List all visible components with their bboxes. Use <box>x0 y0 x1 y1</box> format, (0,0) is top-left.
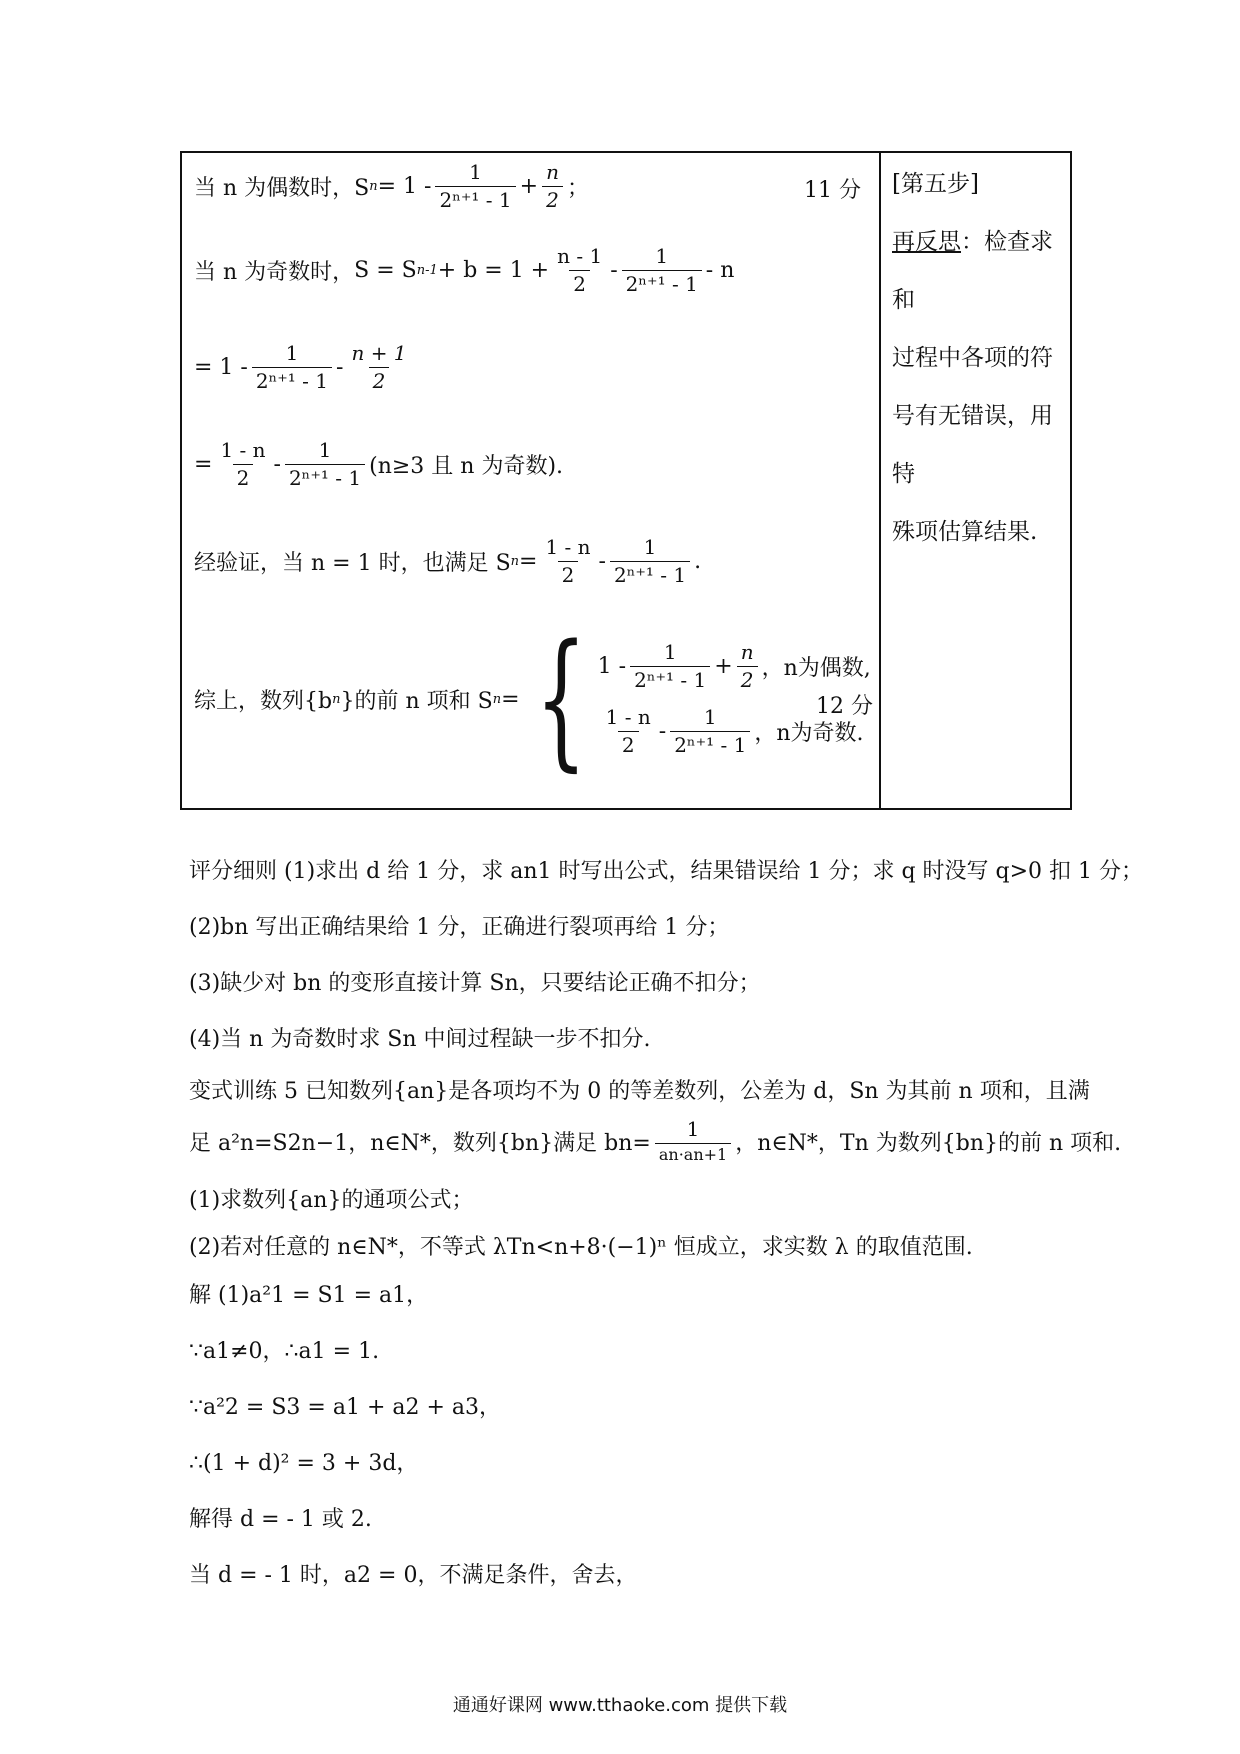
score-11: 11 分 <box>804 178 861 203</box>
score-12: 12 分 <box>816 694 873 719</box>
solution-line-6: 当 d = - 1 时，a2 = 0，不满足条件，舍去， <box>189 1563 638 1588</box>
question-2: (2)若对任意的 n∈N*，不等式 λTn<n+8·(−1)ⁿ 恒成立，求实数 λ 的取值范围. <box>189 1235 973 1260</box>
row1-prefix: 当 n 为偶数时，S <box>194 176 370 201</box>
left-brace-icon: { <box>534 613 587 785</box>
solution-table <box>180 151 1072 810</box>
fraction: $\frac{1}{\text{2ⁿ⁺¹ - 1}}$ <box>252 342 332 393</box>
row-verify: 经验证，当 n = 1 时，也满足 S n = $\frac{1 - n}{2}$ - $\frac{1}{\text{2ⁿ⁺¹ - 1}}$ . <box>194 535 702 587</box>
fraction: $\frac{n + 1}{2}$ <box>351 341 407 393</box>
row-step4: = $\frac{1 - n}{2}$ - $\frac{1}{\text{2ⁿ⁺¹ - 1}}$ (n≥3 且 n 为奇数). <box>194 438 564 490</box>
case-odd: $\frac{1 - n}{2}$ - $\frac{1}{\text{2ⁿ⁺¹ - 1}}$ ，n为奇数. <box>605 705 864 757</box>
grading-line-1: 评分细则 (1)求出 d 给 1 分，求 an1 时写出公式，结果错误给 1 分；求 q 时没写 q>0 扣 1 分； <box>189 859 1144 884</box>
footer-watermark[interactable]: 通通好课网 www.tthaoke.com 提供下载 <box>452 1695 788 1716</box>
solution-line-3: ∵a²2 = S3 = a1 + a2 + a3， <box>189 1395 502 1420</box>
grading-line-2: (2)bn 写出正确结果给 1 分，正确进行裂项再给 1 分； <box>189 915 730 940</box>
fraction: $\frac{1}{\text{2ⁿ⁺¹ - 1}}$ <box>285 439 365 490</box>
exercise-line-1: 变式训练 5 已知数列{an}是各项均不为 0 的等差数列，公差为 d，Sn 为其前 n 项和，且满 <box>189 1079 1090 1104</box>
grading-line-3: (3)缺少对 bn 的变形直接计算 Sn，只要结论正确不扣分； <box>189 971 761 996</box>
fraction: $\frac{1}{an\cdot an+1}$ <box>655 1118 731 1164</box>
fraction: $\frac{n}{2}$ <box>542 161 563 212</box>
grading-line-4: (4)当 n 为奇数时求 Sn 中间过程缺一步不扣分. <box>189 1027 651 1052</box>
solution-line-5: 解得 d = - 1 或 2. <box>189 1507 372 1532</box>
question-1: (1)求数列{an}的通项公式； <box>189 1188 474 1213</box>
table-divider <box>879 153 881 808</box>
fraction: $\frac{1}{\text{2ⁿ⁺¹ - 1}}$ <box>435 161 515 212</box>
fraction: $\frac{1}{\text{2ⁿ⁺¹ - 1}}$ <box>610 536 690 587</box>
row-step3: = 1 - $\frac{1}{\text{2ⁿ⁺¹ - 1}}$ - $\frac{n + 1}{2}$ <box>194 342 415 393</box>
case-even: 1 - $\frac{1}{\text{2ⁿ⁺¹ - 1}}$ + $\frac{n}{2}$ ，n为偶数, <box>597 640 871 692</box>
row-even: 当 n 为偶数时，S n = 1 - $\frac{1}{\text{2ⁿ⁺¹ - 1}}$ + $\frac{n}{2}$ ； <box>194 160 589 212</box>
solution-line-1: 解 (1)a²1 = S1 = a1， <box>189 1283 429 1308</box>
fraction: $\frac{1 - n}{2}$ <box>545 535 591 587</box>
solution-line-4: ∴(1 + d)² = 3 + 3d， <box>189 1451 419 1476</box>
row-odd: 当 n 为奇数时， S = S n-1 + b = 1 + $\frac{n - 1}{2}$ - $\frac{1}{\text{2ⁿ⁺¹ - 1}}$ - n <box>194 244 735 296</box>
exercise-line-2: 足 a²n=S2n−1，n∈N*，数列{bn}满足 bn= $\frac{1}{an\cdot an+1}$ ，n∈N*，Tn 为数列{bn}的前 n 项和. <box>189 1117 1122 1164</box>
fraction: $\frac{1 - n}{2}$ <box>220 438 266 490</box>
step-label: [第五步] <box>892 171 979 197</box>
row-summary: 综上，数列{b n }的前 n 项和 S n = { 1 - $\frac{1}{\text{2ⁿ⁺¹ - 1}}$ + $\frac{n}{2}$ ，n为偶数, $\frac{1 - n}{2}$ - $\frac{1}{\text{2ⁿ⁺¹ - 1}}$ ，n为奇数. <box>194 613 871 785</box>
fraction: $\frac{n - 1}{2}$ <box>557 244 603 296</box>
fraction: $\frac{1}{\text{2ⁿ⁺¹ - 1}}$ <box>622 245 702 296</box>
solution-line-2: ∵a1≠0，∴a1 = 1. <box>189 1339 380 1364</box>
side-note: [第五步] 再反思：检查求和 过程中各项的符 号有无错误，用特 殊项估算结果. <box>892 153 1067 561</box>
side-title: 再反思 <box>892 229 961 255</box>
